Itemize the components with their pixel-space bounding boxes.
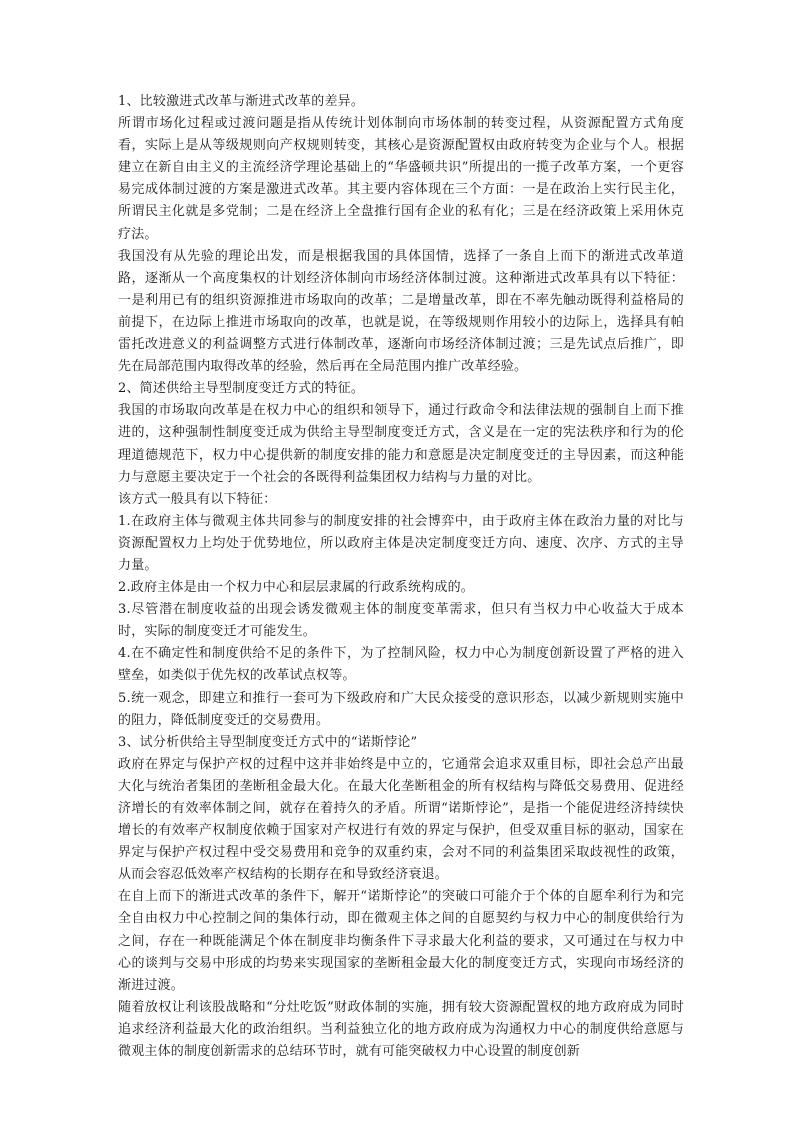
list-item: 1.在政府主体与微观主体共同参与的制度安排的社会博弈中，由于政府主体在政治力量的对比与资源配置权力上均处于优势地位，所以政府主体是决定制度变迁方向、速度、次序、方式的主导力量。 <box>118 513 684 573</box>
paragraph: 我国没有从先验的理论出发，而是根据我国的具体国情，选择了一条自上而下的渐进式改革道路，逐渐从一个高度集权的计划经济体制向市场经济体制过渡。这种渐进式改革具有以下特征：一是利用已有的组织资源推进市场取向的改革；二是增量改革，即在不率先触动既得利益格局的前提下，在边际上推进市场取向的改革，也就是说，在等级规则作用较小的边际上，选择具有帕雷托改进意义的利益调整方式进行体制改革，逐渐向市场经济体制过渡；三是先试点后推广，即先在局部范围内取得改革的经验，然后再在全局范围内推广改革经验。 <box>118 248 684 375</box>
paragraph: 在自上而下的渐进式改革的条件下，解开“诺斯悖论”的突破口可能介于个体的自愿牟利行为和完全自由权力中心控制之间的集体行动，即在微观主体之间的自愿契约与权力中心的制度供给行为之间，存在一种既能满足个体在制度非均衡条件下寻求最大化利益的要求，又可通过在与权力中心的谈判与交易中形成的均势来实现国家的垄断租金最大化的制度变迁方式，实现向市场经济的渐进过渡。 <box>118 889 684 993</box>
paragraph: 政府在界定与保护产权的过程中这并非始终是中立的，它通常会追求双重目标，即社会总产出最大化与统治者集团的垄断租金最大化。在最大化垄断租金的所有权结构与降低交易费用、促进经济增长的有效率体制之间，就存在着持久的矛盾。所谓“诺斯悖论”，是指一个能促进经济持续快增长的有效率产权制度依赖于国家对产权进行有效的界定与保护，但受双重目标的驱动，国家在界定与保护产权过程中受交易费用和竞争的双重约束，会对不同的利益集团采取歧视性的政策，从而会容忍低效率产权结构的长期存在和导致经济衰退。 <box>118 756 684 883</box>
list-item: 2.政府主体是由一个权力中心和层层隶属的行政系统构成的。 <box>118 580 475 596</box>
paragraph: 该方式一般具有以下特征： <box>118 491 277 507</box>
list-item: 4.在不确定性和制度供给不足的条件下，为了控制风险，权力中心为制度创新设置了严格的进入壁垒，如类似于优先权的改革试点权等。 <box>118 646 684 684</box>
paragraph: 我国的市场取向改革是在权力中心的组织和领导下，通过行政命令和法律法规的强制自上而下推进的，这种强制性制度变迁成为供给主导型制度变迁方式，含义是在一定的宪法秩序和行为的伦理道德规范下，权力中心提供新的制度安排的能力和意愿是决定制度变迁的主导因素，而这种能力与意愿主要决定于一个社会的各既得利益集团权力结构与力量的对比。 <box>118 403 684 485</box>
section-heading-3: 3、试分析供给主导型制度变迁方式中的“诺斯悖论” <box>118 734 418 750</box>
section-heading-1: 1、比较激进式改革与渐进式改革的差异。 <box>118 94 365 109</box>
paragraph: 随着放权让利该股战略和“分灶吃饭”财政体制的实施，拥有较大资源配置权的地方政府成为同时追求经济利益最大化的政治组织。当利益独立化的地方政府成为沟通权力中心的制度供给意愿与微观主体的制度创新需求的总结环节时，就有可能突破权力中心设置的制度创新 <box>118 999 684 1060</box>
section-heading-2: 2、简述供给主导型制度变迁方式的特征。 <box>118 381 365 397</box>
paragraph: 所谓市场化过程或过渡问题是指从传统计划体制向市场体制的转变过程，从资源配置方式角度看，实际上是从等级规则向产权规则转变，其核心是资源配置权由政府转变为企业与个人。根据建立在新自由主义的主流经济学理论基础上的“华盛顿共识”所提出的一揽子改革方案，一个更容易完成体制过渡的方案是激进式改革。其主要内容体现在三个方面：一是在政治上实行民主化，所谓民主化就是多党制；二是在经济上全盘推行国有企业的私有化；三是在经济政策上采用休克疗法。 <box>118 116 684 242</box>
document-body <box>118 91 684 1063</box>
list-item: 3.尽管潜在制度收益的出现会诱发微观主体的制度变革需求，但只有当权力中心收益大于成本时，实际的制度变迁才可能发生。 <box>118 602 684 640</box>
list-item: 5.统一观念，即建立和推行一套可为下级政府和广大民众接受的意识形态，以减少新规则实施中的阻力，降低制度变迁的交易费用。 <box>118 690 684 728</box>
